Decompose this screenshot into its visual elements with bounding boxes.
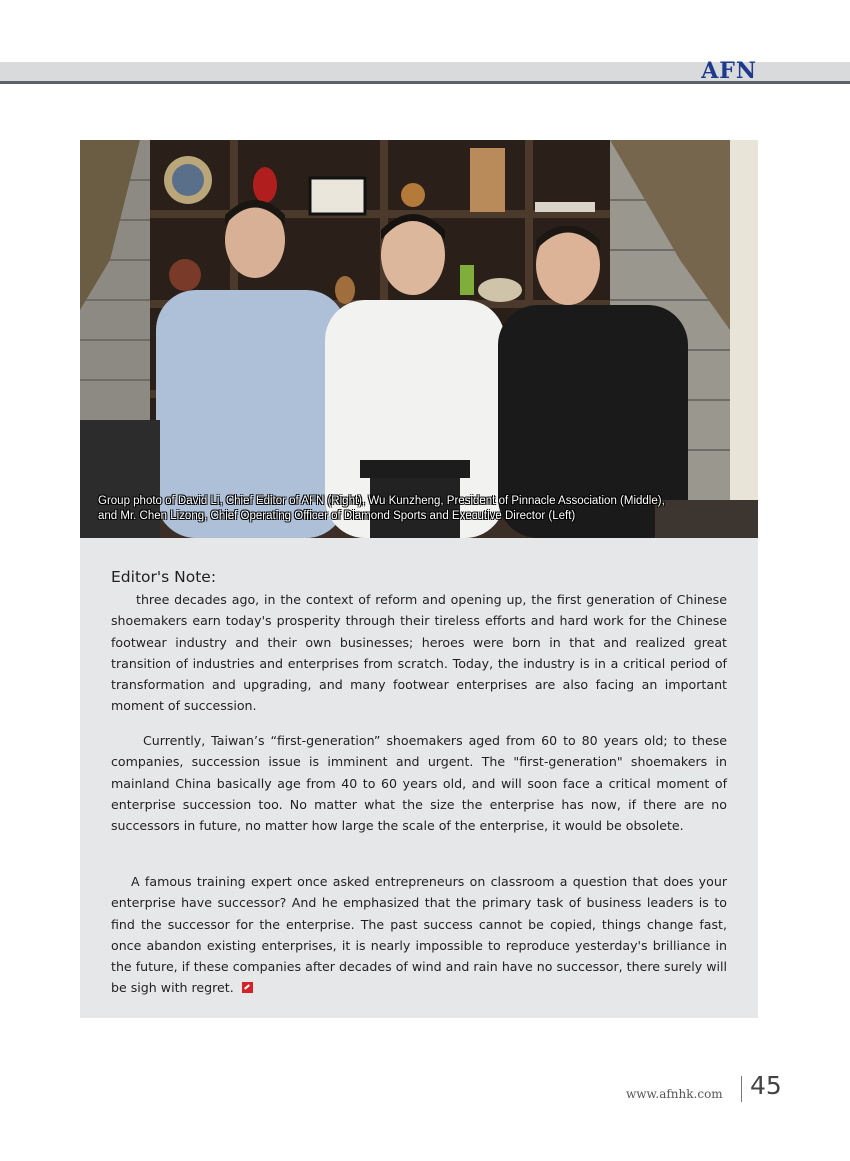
brand-logo: AFN [701, 58, 757, 84]
end-of-article-icon [242, 982, 253, 993]
article-paragraph-1: three decades ago, in the context of reform and opening up, the first generation of Chinese shoemakers earn today's prosperity through their tireless efforts and hard work for the Chinese footwear industry and their own businesses; heroes were born in that and realized great transition of industries and enterprises from scratch. Today, the industry is in a critical period of transformation and upgrading, and many footwear enterprises are also facing an important moment of succession. [111, 592, 727, 714]
editors-note-title: Editor's Note: [111, 568, 217, 586]
article-paragraph-3-text: A famous training expert once asked entrepreneurs on classroom a question that does your enterprise have successor? And he emphasized that the primary task of business leaders is to find the successor for the enterprise. The past success cannot be copied, things change fast, once abandon existing enterprises, it is nearly impossible to reproduce yesterday's brilliance in the future, if these companies after decades of wind and rain have no successor, there surely will be sigh with regret. [111, 874, 727, 996]
footer-website-url: www.afnhk.com [626, 1087, 723, 1101]
article-paragraph-2: Currently, Taiwan’s “first-generation” shoemakers aged from 60 to 80 years old; to these companies, succession issue is imminent and urgent. The "first-generation" shoemakers in mainland China basically age from 40 to 60 years old, and will soon face a critical moment of enterprise succession too. No matter what the size the enterprise has now, if there are no successors in future, no matter how large the scale of the enterprise, it would be obsolete. [111, 733, 727, 834]
photo-caption-line-1: Group photo of David Li, Chief Editor of AFN (Right), Wu Kunzheng, President of Pinnacle Association (Middle), [98, 495, 665, 507]
group-photo [80, 140, 758, 538]
footer-separator [741, 1076, 742, 1102]
article-paragraph-3 [111, 871, 727, 999]
page-number: 45 [750, 1071, 782, 1100]
photo-caption-line-2: and Mr. Chen Lizong, Chief Operating Officer of Diamond Sports and Executive Director (Left) [98, 510, 576, 522]
photo-caption [98, 494, 738, 524]
group-photo-illustration [80, 140, 758, 538]
